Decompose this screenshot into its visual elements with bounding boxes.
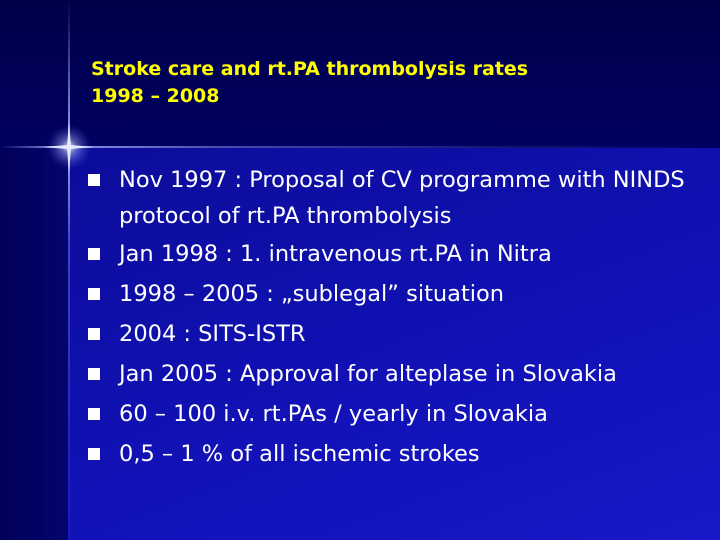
square-bullet-icon <box>88 368 100 380</box>
square-bullet-icon <box>88 448 100 460</box>
list-item <box>88 160 698 234</box>
list-item <box>88 434 698 474</box>
list-item-text: Jan 1998 : 1. intravenous rt.PA in Nitra <box>119 241 552 267</box>
left-panel <box>0 148 68 540</box>
list-item-text: 60 – 100 i.v. rt.PAs / yearly in Slovakia <box>119 401 548 427</box>
list-item <box>88 234 698 274</box>
square-bullet-icon <box>88 248 100 260</box>
horizontal-divider-line <box>0 146 720 148</box>
slide-title <box>91 56 691 110</box>
square-bullet-icon <box>88 408 100 420</box>
list-item <box>88 354 698 394</box>
list-item <box>88 314 698 354</box>
list-item-text: 2004 : SITS-ISTR <box>119 321 306 347</box>
square-bullet-icon <box>88 288 100 300</box>
list-item <box>88 394 698 434</box>
list-item-text: 0,5 – 1 % of all ischemic strokes <box>119 441 480 467</box>
vertical-divider-line <box>68 0 70 540</box>
title-line-2: 1998 – 2008 <box>91 85 220 107</box>
list-item <box>88 274 698 314</box>
square-bullet-icon <box>88 328 100 340</box>
title-line-1: Stroke care and rt.PA thrombolysis rates <box>91 58 529 80</box>
list-item-text: Nov 1997 : Proposal of CV programme with NINDS protocol of rt.PA thrombolysis <box>119 167 685 229</box>
list-item-text: 1998 – 2005 : „sublegal” situation <box>119 281 505 307</box>
list-item-text: Jan 2005 : Approval for alteplase in Slovakia <box>119 361 617 387</box>
bullet-list <box>88 160 698 474</box>
square-bullet-icon <box>88 174 100 186</box>
